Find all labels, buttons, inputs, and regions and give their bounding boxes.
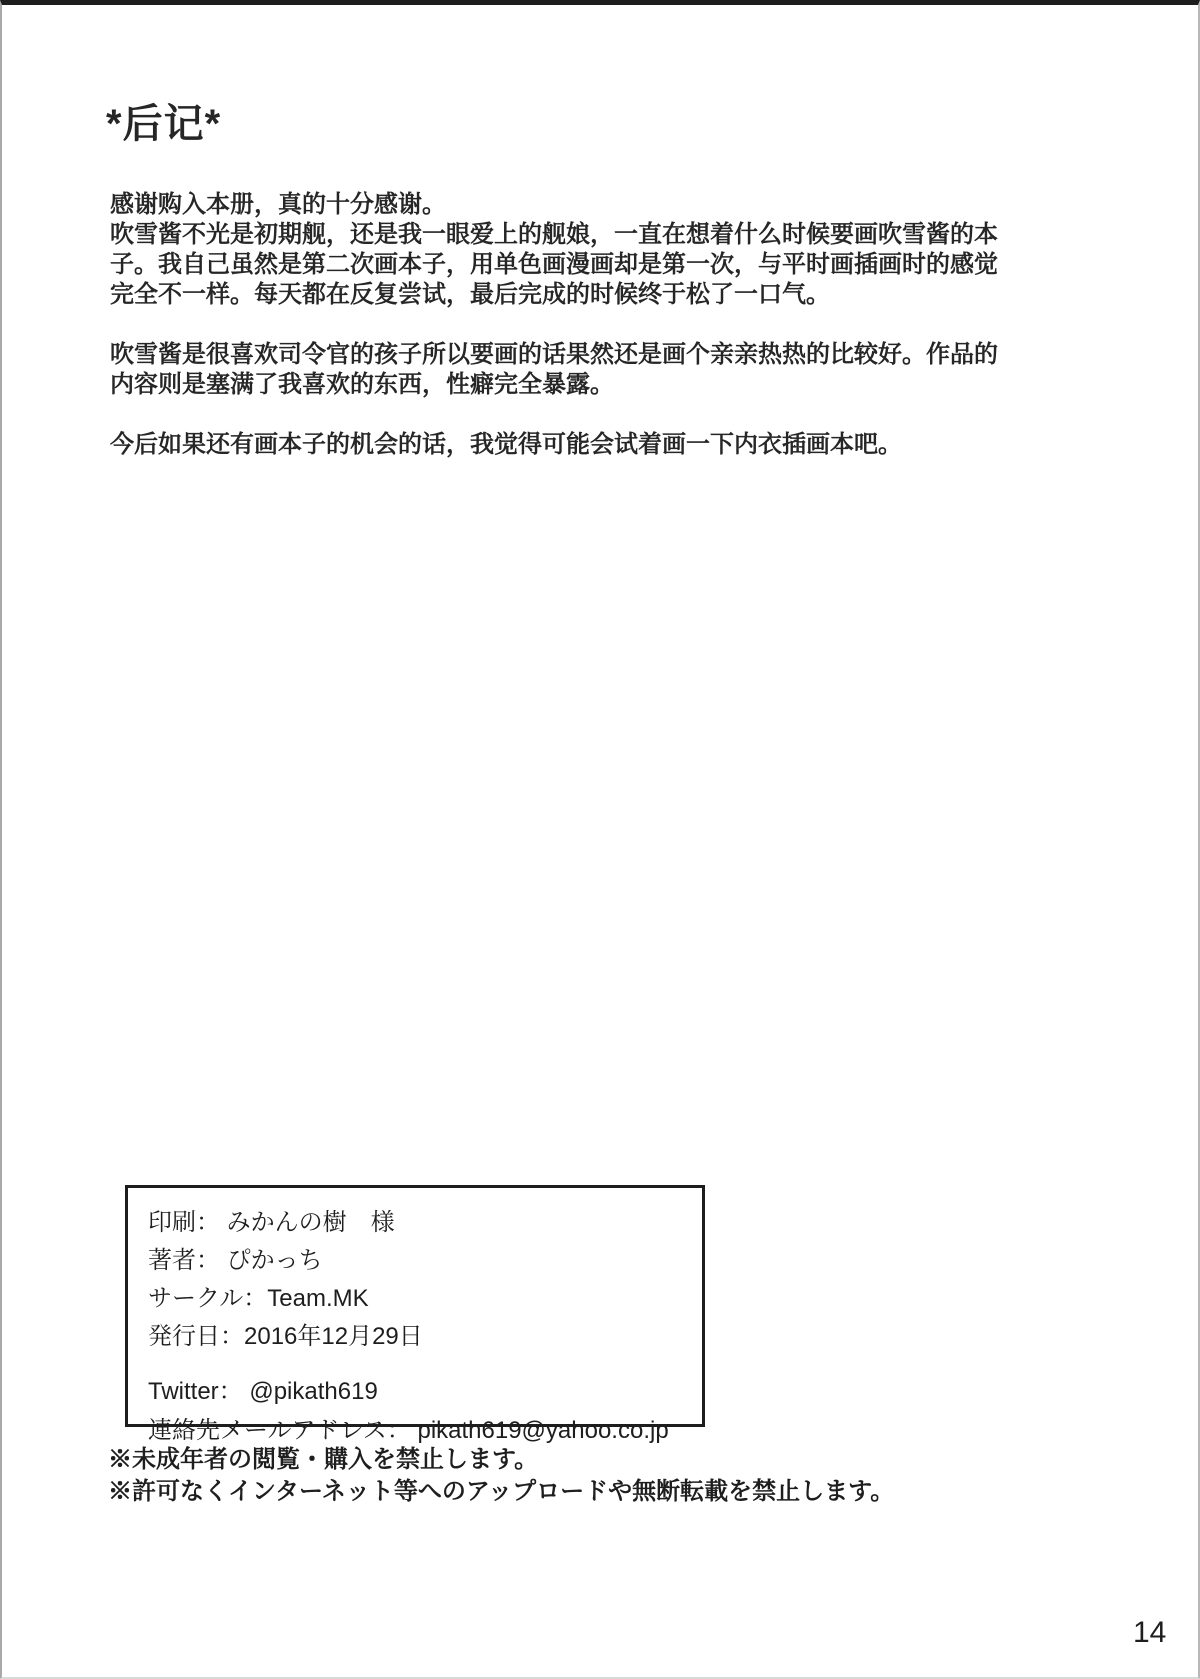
afterword-line: 子。我自己虽然是第二次画本子，用单色画漫画却是第一次，与平时画插画时的感觉 bbox=[110, 251, 998, 278]
afterword-paragraph bbox=[110, 190, 1110, 310]
afterword-body bbox=[110, 190, 1110, 490]
notice-line: ※未成年者の閲覧・購入を禁止します。 bbox=[108, 1446, 539, 1473]
colophon-circle: サークル：Team.MK bbox=[148, 1285, 369, 1312]
colophon-printer: 印刷： みかんの樹 様 bbox=[148, 1209, 395, 1236]
colophon-author: 著者： ぴかっち bbox=[148, 1247, 323, 1274]
afterword-line: 今后如果还有画本子的机会的话，我觉得可能会试着画一下内衣插画本吧。 bbox=[110, 431, 902, 458]
page-number: 14 bbox=[1133, 1616, 1167, 1649]
afterword-paragraph bbox=[110, 430, 1110, 460]
colophon-email: 連絡先メールアドレス： pikath619@yahoo.co.jp bbox=[148, 1417, 669, 1444]
afterword-title: *后记* bbox=[106, 102, 222, 146]
colophon-box bbox=[125, 1185, 705, 1444]
afterword-line: 完全不一样。每天都在反复尝试，最后完成的时候终于松了一口气。 bbox=[110, 281, 830, 308]
afterword-line: 内容则是塞满了我喜欢的东西，性癖完全暴露。 bbox=[110, 371, 614, 398]
afterword-line: 吹雪酱不光是初期舰，还是我一眼爱上的舰娘，一直在想着什么时候要画吹雪酱的本 bbox=[110, 221, 998, 248]
notice-line: ※許可なくインターネット等へのアップロードや無断転載を禁止します。 bbox=[108, 1478, 895, 1505]
afterword-line: 吹雪酱是很喜欢司令官的孩子所以要画的话果然还是画个亲亲热热的比较好。作品的 bbox=[110, 341, 998, 368]
colophon-twitter: Twitter： @pikath619 bbox=[148, 1378, 378, 1405]
afterword-line: 感谢购入本册，真的十分感谢。 bbox=[110, 191, 446, 218]
colophon-publish-date: 発行日：2016年12月29日 bbox=[148, 1323, 423, 1350]
afterword-paragraph bbox=[110, 340, 1110, 400]
notices bbox=[108, 1444, 1108, 1508]
